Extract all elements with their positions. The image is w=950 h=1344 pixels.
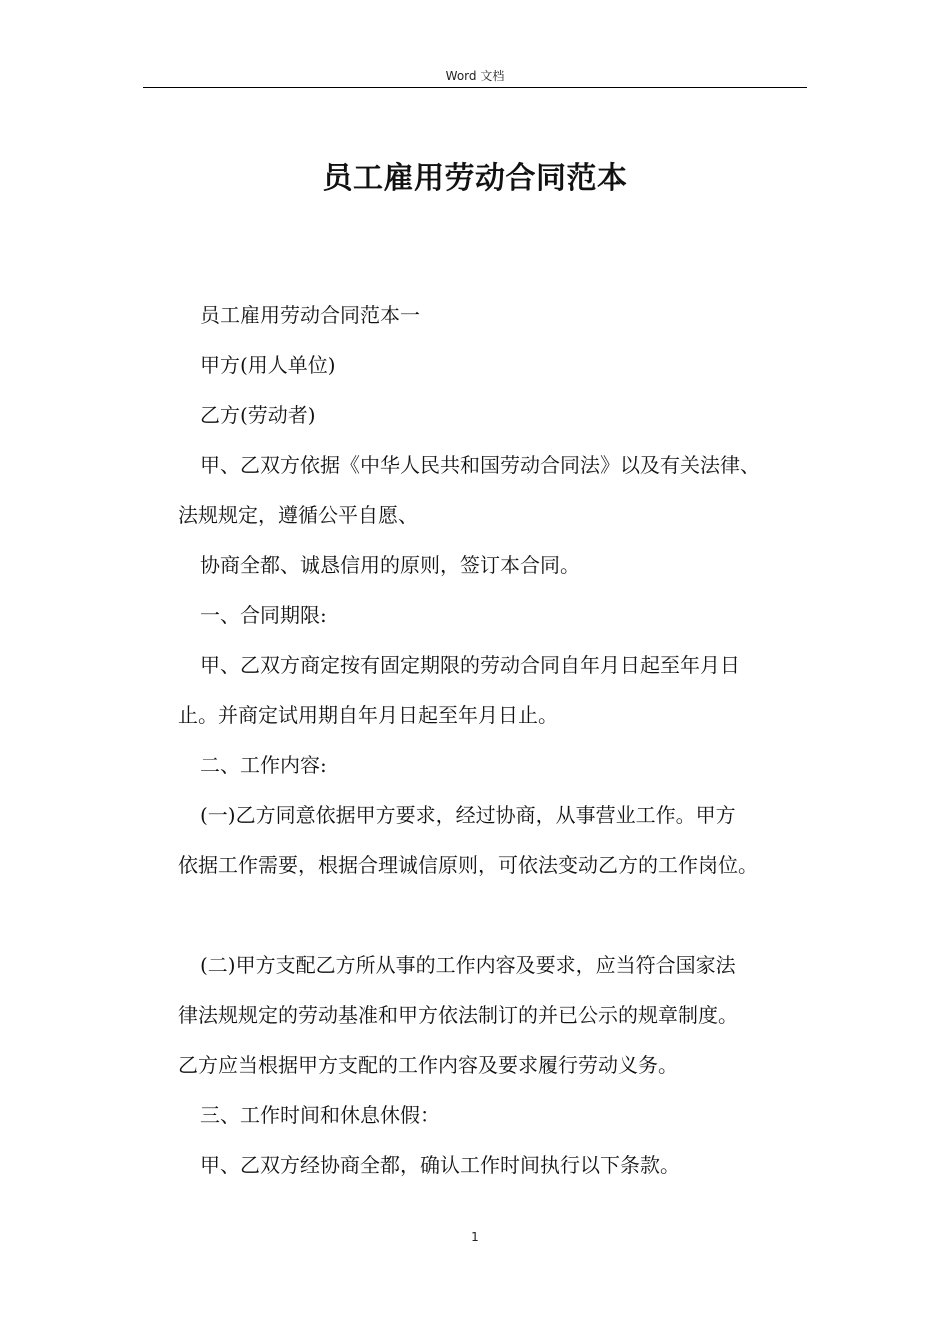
paragraph-work-2-line-2: 律法规规定的劳动基准和甲方依法制订的并已公示的规章制度。 — [178, 1003, 738, 1027]
paragraph-party-a: 甲方(用人单位) — [200, 353, 336, 377]
paragraph-preamble-line-1: 甲、乙双方依据《中华人民共和国劳动合同法》以及有关法律、 — [200, 453, 760, 477]
paragraph-work-1-line-1: (一)乙方同意依据甲方要求，经过协商，从事营业工作。甲方 — [200, 803, 736, 827]
paragraph-preamble-line-3: 协商全都、诚恳信用的原则，签订本合同。 — [200, 553, 580, 577]
page-header: Word 文档 — [445, 69, 505, 83]
document-body — [178, 290, 818, 1190]
section-heading-term: 一、合同期限: — [200, 603, 327, 627]
header-divider — [143, 87, 807, 88]
page-number: 1 — [471, 1230, 479, 1244]
paragraph-term-line-2: 止。并商定试用期自年月日起至年月日止。 — [178, 703, 558, 727]
paragraph-work-2-line-3: 乙方应当根据甲方支配的工作内容及要求履行劳动义务。 — [178, 1053, 678, 1077]
paragraph-preamble-line-2: 法规规定，遵循公平自愿、 — [178, 503, 418, 527]
paragraph-work-2-line-1: (二)甲方支配乙方所从事的工作内容及要求，应当符合国家法 — [200, 953, 736, 977]
document-title: 员工雇用劳动合同范本 — [322, 161, 628, 196]
paragraph-term-line-1: 甲、乙双方商定按有固定期限的劳动合同自年月日起至年月日 — [200, 653, 740, 677]
paragraph-work-1-line-2: 依据工作需要，根据合理诚信原则，可依法变动乙方的工作岗位。 — [178, 853, 758, 877]
paragraph-contract-heading: 员工雇用劳动合同范本一 — [200, 303, 420, 327]
section-heading-work-content: 二、工作内容: — [200, 753, 327, 777]
paragraph-working-hours: 甲、乙双方经协商全都，确认工作时间执行以下条款。 — [200, 1153, 680, 1177]
section-heading-working-hours: 三、工作时间和休息休假： — [200, 1103, 440, 1127]
paragraph-spacer — [178, 890, 818, 940]
paragraph-party-b: 乙方(劳动者) — [200, 403, 316, 427]
